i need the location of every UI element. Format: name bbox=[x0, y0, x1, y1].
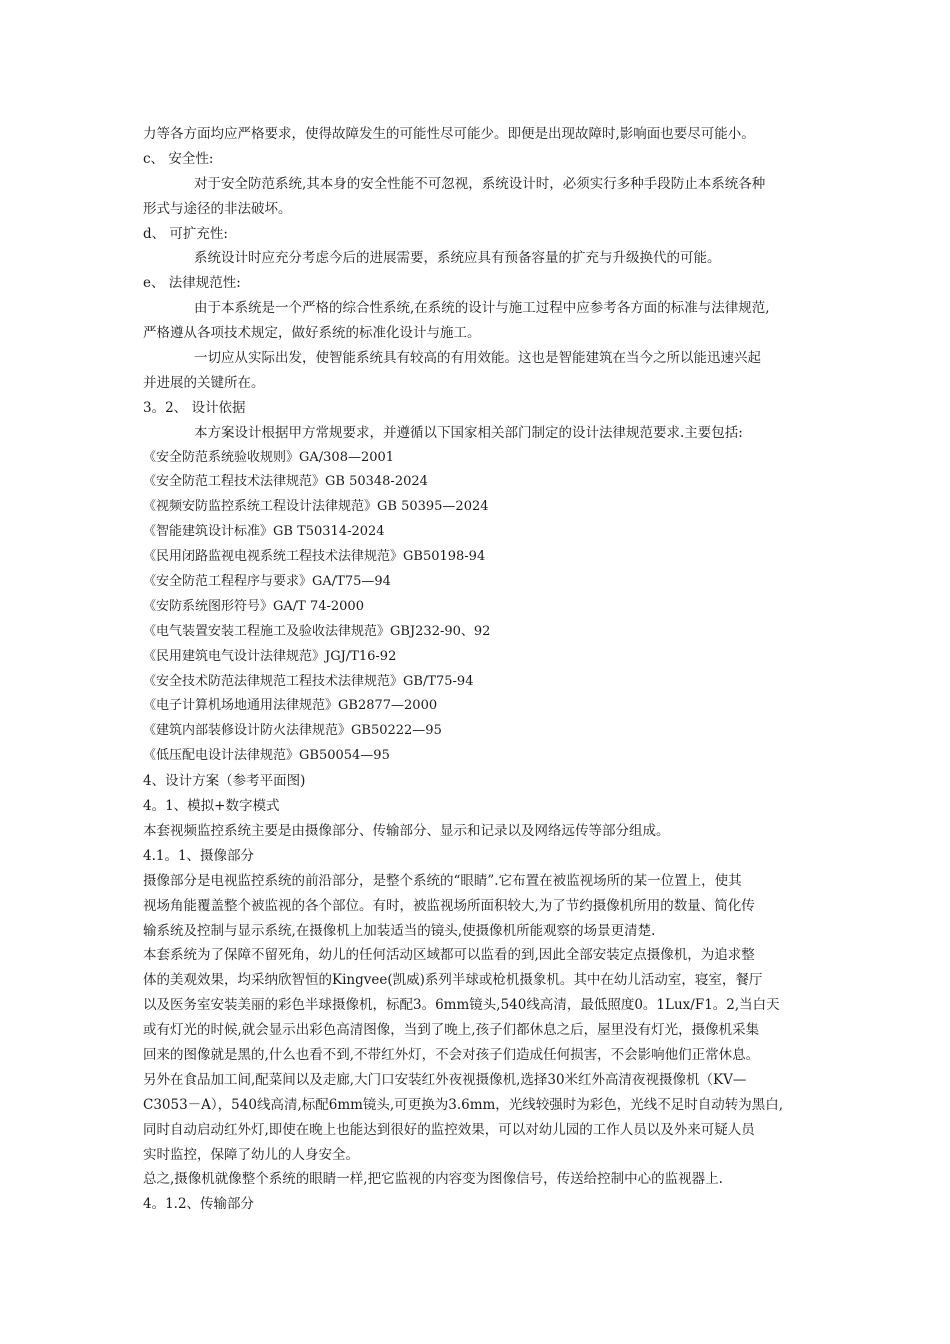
paragraph-line: C3053－A），540线高清,标配6mm镜头,可更换为3.6mm，光线较强时为彩色，光线不足时自动转为黑白, bbox=[143, 1096, 784, 1113]
paragraph-line: 或有灯光的时候,就会显示出彩色高清图像，当到了晚上,孩子们都休息之后，屋里没有灯光，摄像机采集 bbox=[143, 1022, 760, 1039]
paragraph-line: 严格遵从各项技术规定，做好系统的标准化设计与施工。 bbox=[143, 325, 481, 342]
section-heading: 3。2、 设计依据 bbox=[143, 399, 246, 416]
reference-item: 《安全防范系统验收规则》GA/308—2001 bbox=[143, 449, 395, 465]
paragraph-line: 形式与途径的非法破坏。 bbox=[143, 200, 292, 217]
paragraph-line: 由于本系统是一个严格的综合性系统,在系统的设计与施工过程中应参考各方面的标准与法律规范, bbox=[194, 300, 770, 317]
reference-item: 《智能建筑设计标准》GB T50314-2024 bbox=[143, 524, 385, 540]
paragraph-line: 输系统及控制与显示系统,在摄像机上加装适当的镜头,使摄像机所能观察的场景更清楚. bbox=[143, 922, 656, 939]
paragraph-line: 同时自动启动红外灯,即使在晚上也能达到很好的监控效果，可以对幼儿园的工作人员以及外来可疑人员 bbox=[143, 1121, 755, 1138]
reference-item: 《建筑内部装修设计防火法律规范》GB50222—95 bbox=[143, 723, 442, 739]
paragraph-line: 视场角能覆盖整个被监视的各个部位。有时，被监视场所面积较大,为了节约摄像机所用的数量、简化传 bbox=[143, 897, 755, 914]
reference-item: 《民用建筑电气设计法律规范》JGJ/T16-92 bbox=[143, 648, 397, 664]
paragraph-line: 另外在食品加工间,配菜间以及走廊,大门口安装红外夜视摄像机,选择30米红外高清夜视摄像机（KV— bbox=[143, 1071, 747, 1088]
section-heading: 4、设计方案（参考平面图) bbox=[143, 773, 306, 790]
section-heading: 4.1。1、摄像部分 bbox=[143, 847, 255, 864]
reference-item: 《视频安防监控系统工程设计法律规范》GB 50395—2024 bbox=[143, 499, 489, 515]
paragraph-line: 并进展的关键所在。 bbox=[143, 374, 265, 391]
paragraph-line: 本方案设计根据甲方常规要求，并遵循以下国家相关部门制定的设计法律规范要求.主要包括: bbox=[194, 424, 743, 441]
section-heading: d、 可扩充性: bbox=[143, 225, 228, 242]
reference-item: 《安全防范工程程序与要求》GA/T75—94 bbox=[143, 574, 391, 590]
document-body bbox=[143, 122, 813, 1217]
section-heading: e、 法律规范性: bbox=[143, 275, 241, 292]
reference-item: 《安全防范工程技术法律规范》GB 50348-2024 bbox=[143, 474, 428, 490]
paragraph-line: 回来的图像就是黑的,什么也看不到,不带红外灯，不会对孩子们造成任何损害，不会影响他们正常休息。 bbox=[143, 1046, 760, 1063]
reference-item: 《民用闭路监视电视系统工程技术法律规范》GB50198-94 bbox=[143, 549, 486, 565]
section-heading: 4。1.2、传输部分 bbox=[143, 1196, 255, 1213]
section-heading: 4。1、模拟+数字模式 bbox=[143, 798, 280, 815]
paragraph-line: 一切应从实际出发，使智能系统具有较高的有用效能。这也是智能建筑在当今之所以能迅速兴起 bbox=[194, 350, 761, 367]
paragraph-line: 本套视频监控系统主要是由摄像部分、传输部分、显示和记录以及网络远传等部分组成。 bbox=[143, 822, 670, 839]
section-heading: c、 安全性: bbox=[143, 150, 214, 167]
paragraph-line: 总之,摄像机就像整个系统的眼睛一样,把它监视的内容变为图像信号，传送给控制中心的监视器上. bbox=[143, 1171, 723, 1188]
reference-item: 《安防系统图形符号》GA/T 74-2000 bbox=[143, 598, 364, 614]
reference-item: 《电气装置安装工程施工及验收法律规范》GBJ232-90、92 bbox=[143, 623, 491, 639]
paragraph-line: 系统设计时应充分考虑今后的进展需要，系统应具有预备容量的扩充与升级换代的可能。 bbox=[194, 250, 721, 267]
paragraph-line: 实时监控，保障了幼儿的人身安全。 bbox=[143, 1146, 359, 1163]
paragraph-line: 以及医务室安装美丽的彩色半球摄像机，标配3。6mm镜头,540线高清，最低照度0。1Lux/F1。2,当白天 bbox=[143, 997, 780, 1014]
paragraph-line: 力等各方面均应严格要求，使得故障发生的可能性尽可能少。即便是出现故障时,影响面也要尽可能小。 bbox=[143, 126, 755, 142]
paragraph-line: 体的美观效果，均采纳欣智恒的Kingvee(凯威)系列半球或枪机摄象机。其中在幼儿活动室，寝室，餐厅 bbox=[143, 972, 763, 989]
reference-item: 《低压配电设计法律规范》GB50054—95 bbox=[143, 748, 390, 764]
reference-item: 《安全技术防范法律规范工程技术法律规范》GB/T75-94 bbox=[143, 673, 474, 689]
paragraph-line: 摄像部分是电视监控系统的前沿部分，是整个系统的“眼睛”.它布置在被监视场所的某一位置上，使其 bbox=[143, 872, 742, 889]
paragraph-line: 对于安全防范系统,其本身的安全性能不可忽视，系统设计时，必须实行多种手段防止本系统各种 bbox=[194, 175, 766, 192]
reference-item: 《电子计算机场地通用法律规范》GB2877—2000 bbox=[143, 698, 438, 714]
paragraph-line: 本套系统为了保障不留死角，幼儿的任何活动区域都可以监看的到,因此全部安装定点摄像机，为追求整 bbox=[143, 947, 755, 964]
